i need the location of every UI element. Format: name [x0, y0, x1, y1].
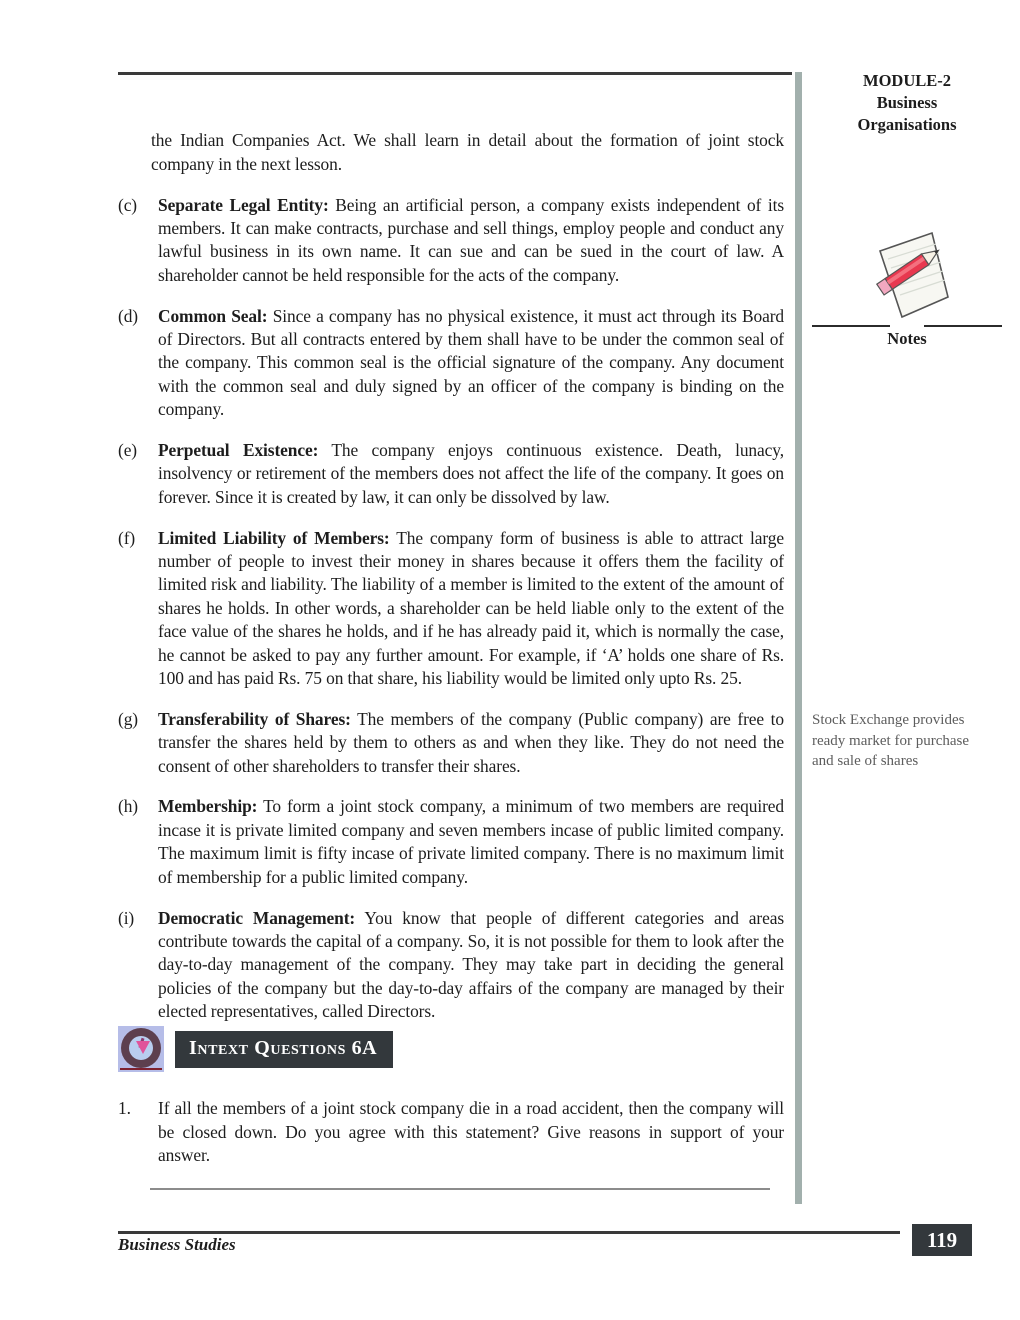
item-term-h: Membership: — [158, 796, 258, 817]
target-dart-icon — [118, 1026, 164, 1072]
item-marker-g: (g) — [118, 708, 138, 729]
question-list — [118, 1080, 784, 1181]
list-item-i — [118, 907, 784, 1024]
item-text-f: The company form of business is able to attract large number of people to invest their money in shares because it offers them the facility of limited risk and liability. The liability of a member is limited to the extent of the amount of shares he holds. In other words, a shareholder can be held liable only to the extent of the face value of the shares he holds, and if he has already paid it, which is normally the case, he cannot be asked to pay any further amount. For example, if ‘A’ holds one share of Rs. 100 and has paid Rs. 75 on that share, his liability would be limited only upto Rs. 25. — [158, 527, 784, 689]
item-text-h: To form a joint stock company, a minimum of two members are required incase it is private limited company and seven members incase of public limited company. The maximum limit is fifty incase of private limited company. There is no maximum limit of membership for a public limited company. — [158, 796, 784, 887]
list-item-e — [118, 439, 784, 509]
item-text-d: Since a company has no physical existence, it must act through its Board of Directors. But all contracts entered by them shall have to be under the common seal of the company. This common seal is the official signature of the company. Any document with the common seal and duly signed by an officer of the company is binding on the company. — [158, 305, 785, 420]
item-term-f: Limited Liability of Members: — [158, 527, 390, 548]
item-text-i: You know that people of different categories and areas contribute towards the capital of a company. So, it is not possible for them to look after the day-to-day management of the company. They may take part in deciding the general policies of the company but the day-to-day affairs of the company are managed by their elected representatives, called Directors. — [158, 907, 785, 1022]
footer-rule — [118, 1231, 900, 1234]
item-text-g: The members of the company (Public company) are free to transfer the shares held by them to others as and when they like. They do not need the consent of other shareholders to transfer their shares. — [158, 708, 785, 776]
module-heading — [812, 70, 1002, 135]
intext-questions-heading — [118, 1026, 393, 1072]
section-end-rule — [150, 1188, 770, 1190]
notes-rule-left — [812, 325, 890, 327]
intext-banner — [175, 1031, 393, 1068]
column-divider — [795, 72, 802, 1204]
list-item-g — [118, 708, 784, 778]
list-item-c — [118, 194, 784, 288]
item-term-c: Separate Legal Entity: — [158, 194, 329, 215]
pencil-on-paper-icon — [860, 217, 960, 322]
question-text-1: If all the members of a joint stock company die in a road accident, then the company will be closed down. Do you agree with this statement? Give reasons in support of your answer. — [158, 1098, 784, 1166]
margin-note-stock-exchange: Stock Exchange provides ready market for purchase and sale of shares — [812, 712, 970, 770]
margin-column — [812, 70, 1012, 348]
notes-rule-right — [924, 325, 1002, 327]
list-item-h — [118, 795, 784, 889]
item-term-i: Democratic Management: — [158, 907, 356, 928]
footer-title: Business Studies — [118, 1235, 236, 1254]
item-text-c: Being an artificial person, a company exists independent of its members. It can make contracts, purchase and sell things, employ people and conduct any lawful business in its own name. It can sue and can be sued in the court of law. A shareholder cannot be held responsible for the acts of the company. — [158, 194, 784, 285]
item-term-g: Transferability of Shares: — [158, 708, 351, 729]
lead-paragraph: the Indian Companies Act. We shall learn in detail about the formation of joint stock company in the next lesson. — [151, 130, 784, 174]
item-term-d: Common Seal: — [158, 305, 268, 326]
question-marker-1: 1. — [118, 1098, 131, 1119]
header-rule — [118, 72, 792, 75]
item-term-e: Perpetual Existence: — [158, 440, 319, 461]
module-number: MODULE-2 — [863, 71, 951, 90]
module-title-line2: Organisations — [857, 114, 957, 134]
intext-banner-label: Intext Questions 6A — [189, 1037, 378, 1059]
item-marker-e: (e) — [118, 440, 138, 461]
page-number-badge: 119 — [912, 1224, 972, 1256]
item-text-e: The company enjoys continuous existence. Death, lunacy, insolvency or retirement of the members does not affect the life of the company. It goes on forever. Since it is created by law, it can only be dissolved by law. — [158, 440, 784, 507]
notes-label: Notes — [887, 329, 927, 348]
item-marker-d: (d) — [118, 305, 138, 326]
notes-block — [812, 165, 1002, 348]
question-item-1 — [118, 1097, 784, 1167]
item-marker-c: (c) — [118, 194, 138, 215]
module-title-line1: Business — [876, 92, 938, 112]
item-marker-i: (i) — [118, 907, 135, 928]
list-item-d — [118, 305, 784, 422]
icon-base-line — [120, 1068, 162, 1070]
dart-head — [136, 1041, 150, 1054]
list-item-f — [118, 527, 784, 691]
main-text-column — [118, 112, 784, 1037]
item-marker-h: (h) — [118, 796, 138, 817]
item-marker-f: (f) — [118, 527, 136, 548]
